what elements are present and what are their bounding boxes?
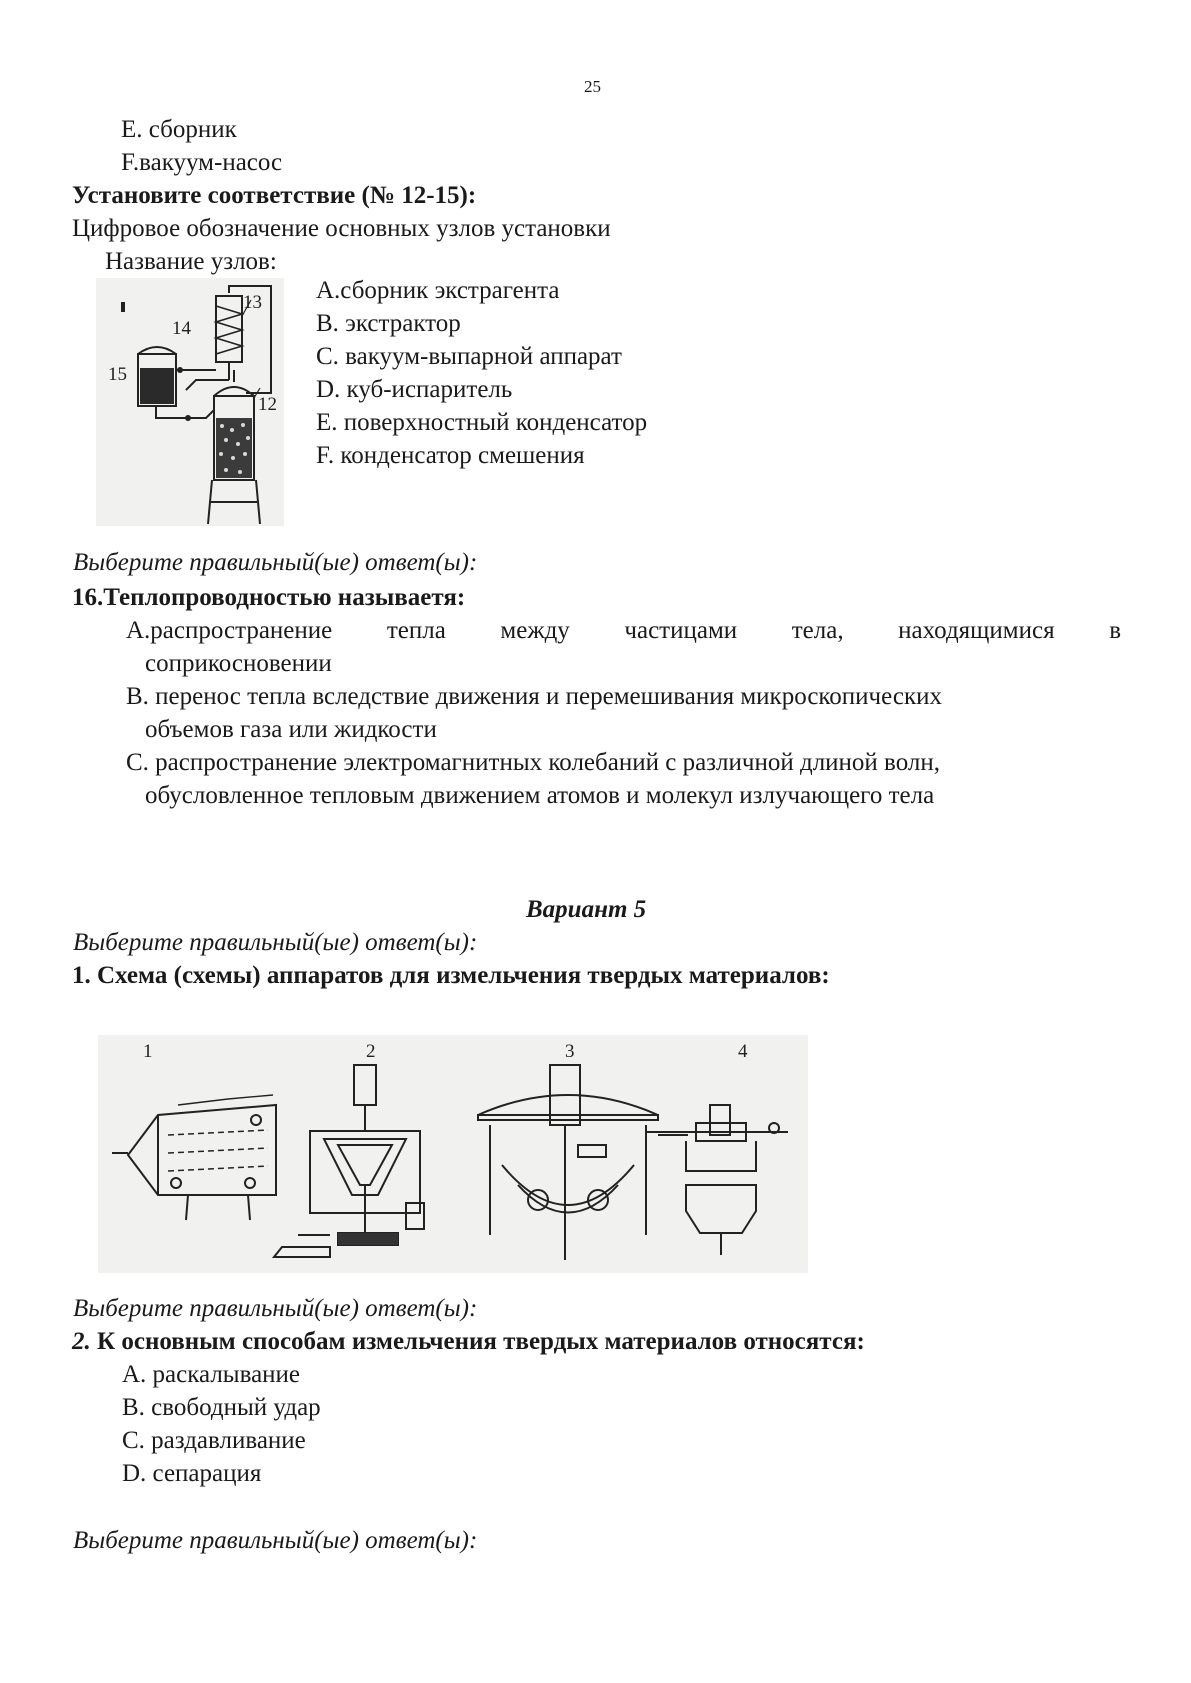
page-number: 25: [584, 77, 601, 96]
option-b: B. экстрактор: [316, 310, 461, 337]
list-item: F.вакуум-насос: [121, 149, 283, 176]
instruction: Выберите правильный(ые) ответ(ы):: [73, 1527, 478, 1554]
task-line: Название узлов:: [105, 248, 277, 275]
instruction: Выберите правильный(ые) ответ(ы):: [73, 929, 478, 956]
installation-diagram: [96, 278, 284, 526]
answer-a: A.распространение тепла между частицами тела, находящимися в: [126, 617, 1121, 644]
answer-b: B. свободный удар: [122, 1394, 321, 1421]
option-f: F. конденсатор смешения: [316, 442, 585, 469]
diagram-label: 15: [108, 364, 127, 385]
question-2-text: К основным способам измельчения твердых материалов относятся:: [97, 1328, 865, 1355]
answer-b: B. перенос тепла вследствие движения и перемешивания микроскопических: [126, 683, 942, 710]
question-2-number: 2.: [72, 1328, 91, 1355]
answer-b-cont: объемов газа или жидкости: [145, 716, 437, 743]
instruction: Выберите правильный(ые) ответ(ы):: [73, 549, 478, 576]
option-c: C. вакуум-выпарной аппарат: [316, 343, 622, 370]
scheme-label-2: 2: [366, 1041, 376, 1062]
instruction: Выберите правильный(ые) ответ(ы):: [73, 1295, 478, 1322]
variant-title: Вариант 5: [526, 896, 647, 923]
diagram-label: 13: [243, 292, 262, 313]
answer-a-cont: соприкосновении: [145, 650, 332, 677]
diagram-label: 12: [258, 394, 277, 415]
diagram-label: 14: [172, 318, 191, 339]
section-heading: Установите соответствие (№ 12-15):: [72, 182, 477, 209]
answer-a: A. раскалывание: [122, 1361, 301, 1388]
scheme-label-4: 4: [738, 1041, 748, 1062]
question-2: [72, 1327, 865, 1357]
answer-c-cont: обусловленное тепловым движением атомов и молекул излучающего тела: [145, 782, 935, 809]
question-1: 1. Схема (схемы) аппаратов для измельчения твердых материалов:: [72, 962, 830, 989]
scheme-label-3: 3: [565, 1041, 575, 1062]
list-item: E. сборник: [121, 116, 237, 143]
answer-d: D. сепарация: [122, 1460, 262, 1487]
crusher-schemes-figure: [98, 1035, 808, 1273]
scheme-label-1: 1: [143, 1041, 153, 1062]
option-e: E. поверхностный конденсатор: [316, 409, 648, 436]
option-a: A.сборник экстрагента: [316, 277, 560, 304]
answer-c: C. распространение электромагнитных колебаний с различной длиной волн,: [126, 749, 940, 776]
answer-c: C. раздавливание: [122, 1427, 306, 1454]
option-d: D. куб-испаритель: [316, 376, 513, 403]
task-line: Цифровое обозначение основных узлов установки: [72, 215, 611, 242]
question-16: 16.Теплопроводностью называетя:: [72, 584, 466, 611]
